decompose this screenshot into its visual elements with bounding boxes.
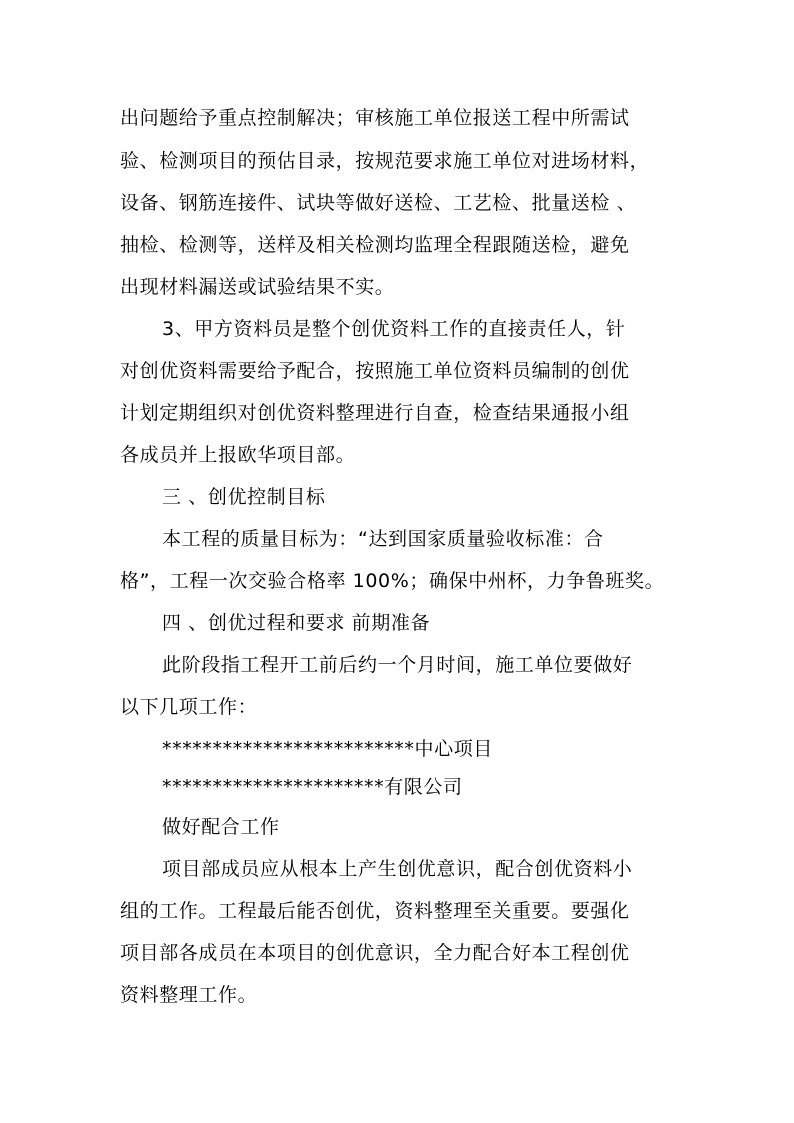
- section-heading-four: 四 、创优过程和要求 前期准备: [162, 612, 431, 634]
- text-line: 设备、钢筋连接件、试块等做好送检、工艺检、批量送检 、: [120, 192, 637, 214]
- text-line: 以下几项工作：: [120, 696, 258, 718]
- redacted-company-name: **********************有限公司: [162, 776, 463, 798]
- text-line: 格”，工程一次交验合格率 100%；确保中州杯，力争鲁班奖。: [120, 570, 665, 592]
- text-line: 组的工作。工程最后能否创优，资料整理至关重要。要强化: [120, 900, 630, 922]
- paragraph-heading-3: 3、甲方资料员是整个创优资料工作的直接责任人，针: [162, 318, 626, 340]
- text-line: 项目部成员应从根本上产生创优意识，配合创优资料小: [162, 858, 633, 880]
- text-line: 验、检测项目的预估目录，按规范要求施工单位对进场材料，: [120, 150, 650, 172]
- redacted-project-name: *************************中心项目: [162, 738, 493, 760]
- text-line: 此阶段指工程开工前后约一个月时间，施工单位要做好: [162, 654, 633, 676]
- text-line: 项目部各成员在本项目的创优意识，全力配合好本工程创优: [120, 942, 630, 964]
- section-heading-three: 三 、创优控制目标: [162, 486, 326, 508]
- subheading-cooperation: 做好配合工作: [162, 816, 280, 838]
- text-line: 本工程的质量目标为：“达到国家质量验收标准：合: [162, 528, 604, 550]
- text-line: 计划定期组织对创优资料整理进行自查，检查结果通报小组: [120, 402, 630, 424]
- text-line: 抽检、检测等，送样及相关检测均监理全程跟随送检，避免: [120, 234, 630, 256]
- text-line: 各成员并上报欧华项目部。: [120, 444, 356, 466]
- text-line: 对创优资料需要给予配合，按照施工单位资料员编制的创优: [120, 360, 630, 382]
- text-line: 资料整理工作。: [120, 984, 258, 1006]
- text-line: 出问题给予重点控制解决；审核施工单位报送工程中所需试: [120, 107, 630, 129]
- text-line: 出现材料漏送或试验结果不实。: [120, 276, 395, 298]
